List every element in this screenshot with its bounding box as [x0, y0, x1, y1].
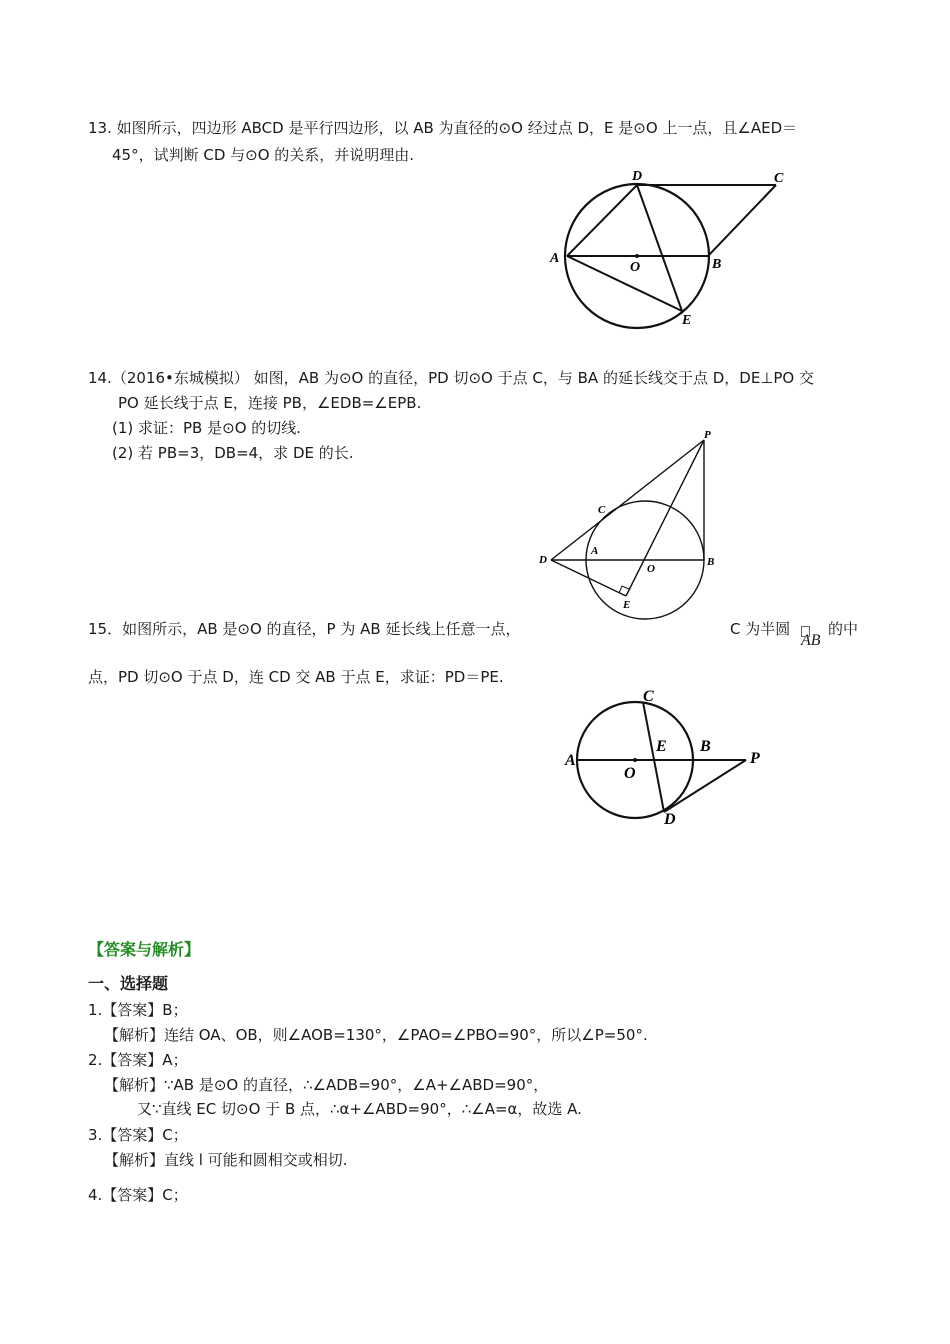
q13-label-C: C	[774, 171, 784, 186]
q13-text-line2: 45°，试判断 CD 与⊙O 的关系，并说明理由.	[112, 146, 415, 164]
q14-text-line1: 14.（2016•东城模拟） 如图，AB 为⊙O 的直径，PD 切⊙O 于点 C，与 BA 的延长线交于点 D，DE⊥PO 交	[88, 369, 814, 387]
answer-3-explanation: 【解析】直线 l 可能和圆相交或相切.	[104, 1151, 348, 1169]
q15-label-O: O	[624, 765, 636, 782]
q14-segment-PE	[626, 440, 704, 596]
answer-2: 2.【答案】A；	[88, 1051, 188, 1069]
q15-figure	[560, 684, 770, 829]
q15-label-D: D	[664, 811, 676, 828]
answer-3: 3.【答案】C；	[88, 1126, 188, 1144]
answer-2-explanation-1: 【解析】∵AB 是⊙O 的直径，∴∠ADB=90°，∠A+∠ABD=90°，	[104, 1076, 549, 1094]
q14-label-C: C	[598, 504, 606, 516]
q14-text-line3: (1) 求证：PB 是⊙O 的切线.	[112, 419, 302, 437]
q14-text-line4: (2) 若 PB=3，DB=4，求 DE 的长.	[112, 444, 354, 462]
q15-label-C: C	[643, 688, 654, 705]
q15-text-line1-part1: 15．如图所示，AB 是⊙O 的直径，P 为 AB 延长线上任意一点，	[88, 620, 521, 638]
q14-label-O: O	[647, 563, 655, 575]
q15-label-B: B	[700, 738, 711, 755]
answer-1: 1.【答案】B；	[88, 1001, 188, 1019]
q15-text-line1-part3: 的中	[828, 620, 859, 638]
q13-label-D: D	[632, 169, 643, 184]
q14-figure	[536, 428, 726, 613]
q15-center-dot	[633, 758, 637, 762]
q14-label-E: E	[623, 599, 631, 611]
q13-text-line1: 13. 如图所示，四边形 ABCD 是平行四边形，以 AB 为直径的⊙O 经过点 D，E 是⊙O 上一点，且∠AED＝	[88, 119, 798, 137]
q13-center-dot	[635, 254, 639, 258]
q13-label-B: B	[712, 257, 722, 272]
answers-heading: 【答案与解析】	[88, 940, 201, 959]
q15-arc-mark	[801, 626, 810, 637]
q15-segment-PD	[664, 760, 746, 812]
q15-text-line1-part2: C 为半圆	[730, 620, 791, 638]
q14-label-B: B	[707, 556, 715, 568]
q14-label-D: D	[539, 554, 547, 566]
q14-text-line2: PO 延长线于点 E，连接 PB，∠EDB=∠EPB.	[118, 394, 422, 412]
q14-label-A: A	[591, 545, 599, 557]
answer-2-explanation-2: 又∵直线 EC 切⊙O 于 B 点，∴α+∠ABD=90°，∴∠A=α，故选 A.	[137, 1100, 582, 1118]
answer-4: 4.【答案】C；	[88, 1186, 188, 1204]
q14-segment-PD	[551, 440, 704, 560]
q13-label-A: A	[550, 251, 560, 266]
q15-segment-CD	[643, 702, 664, 812]
q13-segment-CB	[708, 185, 776, 256]
q13-label-O: O	[630, 260, 641, 275]
answers-section-choice: 一、选择题	[88, 974, 169, 993]
q15-arc-AB-label: AB	[801, 632, 821, 649]
q13-figure	[540, 165, 800, 345]
answer-1-explanation: 【解析】连结 OA、OB，则∠AOB=130°，∠PAO=∠PBO=90°，所以∠P=50°.	[104, 1026, 648, 1044]
q14-segment-DE	[551, 560, 626, 596]
q15-label-P: P	[750, 750, 760, 767]
q15-label-A: A	[565, 752, 576, 769]
q14-label-P: P	[704, 429, 711, 441]
q13-segment-AD	[567, 185, 637, 256]
q15-text-line2: 点，PD 切⊙O 于点 D，连 CD 交 AB 于点 E，求证：PD＝PE.	[88, 668, 504, 686]
q13-label-E: E	[682, 313, 692, 328]
q15-label-E: E	[656, 738, 667, 755]
